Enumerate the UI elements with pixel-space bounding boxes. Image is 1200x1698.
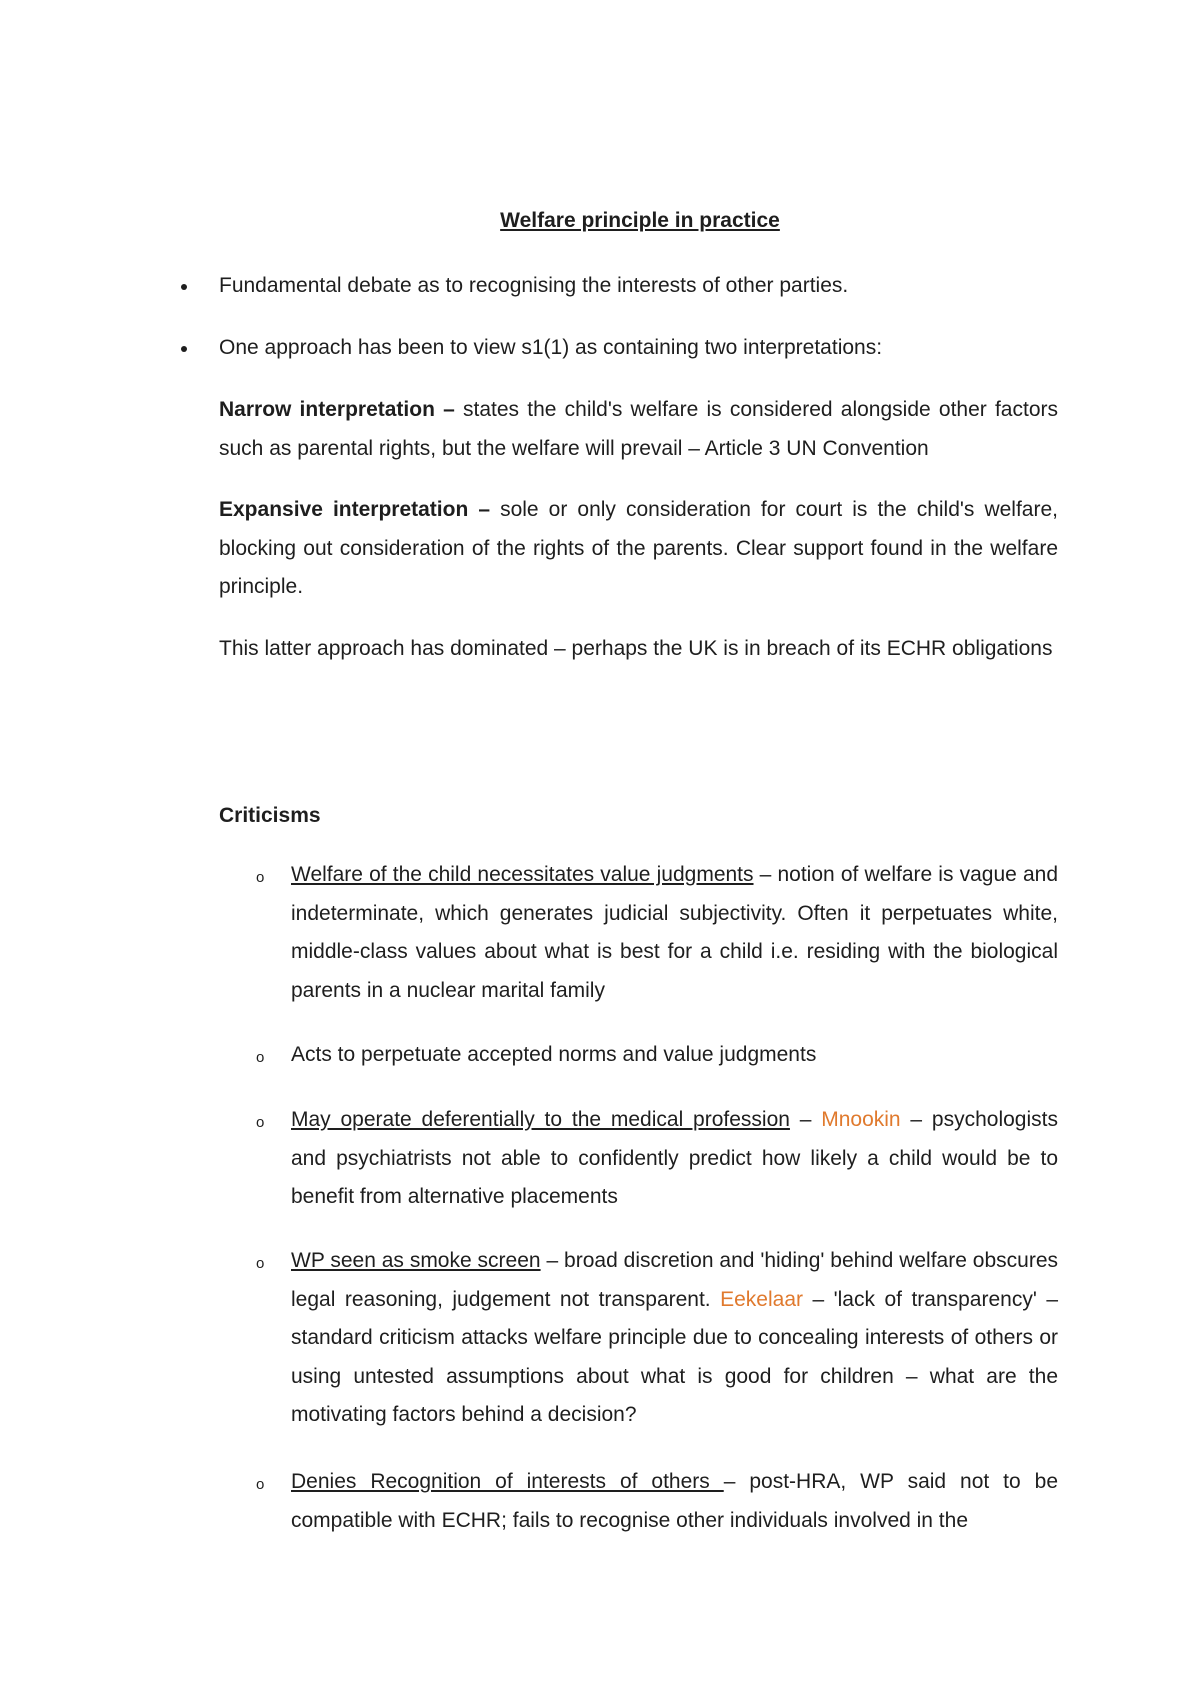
criticism-text: – 'lack of transparency' – standard criticism attacks welfare principle due to concealing interests of others or using untested assumptions about what is good for children – what are the motivating factors behind a decision?	[291, 1287, 1058, 1426]
criticism-item	[291, 1101, 1058, 1217]
sub-bullet-marker: o	[256, 1255, 265, 1272]
criticism-item	[291, 1463, 1058, 1540]
bullet-dot-icon	[181, 284, 187, 290]
bullet-dot-icon	[181, 346, 187, 352]
criticism-item	[291, 1242, 1058, 1435]
criticisms-heading: Criticisms	[219, 804, 321, 827]
criticism-item	[291, 1036, 1058, 1075]
expansive-interpretation-label: Expansive interpretation –	[219, 498, 491, 521]
narrow-interpretation-paragraph	[219, 391, 1058, 468]
criticism-heading-underlined: May operate deferentially to the medical profession	[291, 1108, 790, 1131]
document-title: Welfare principle in practice	[500, 209, 780, 232]
criticism-heading-underlined: Denies Recognition of interests of others	[291, 1470, 724, 1493]
criticism-text: – psychologists and psychiatrists not able to confidently predict how likely a child would be to benefit from alternative placements	[291, 1108, 1058, 1208]
criticism-heading-underlined: WP seen as smoke screen	[291, 1249, 541, 1272]
sub-bullet-marker: o	[256, 1049, 265, 1066]
latter-approach-paragraph: This latter approach has dominated – perhaps the UK is in breach of its ECHR obligations	[219, 637, 1053, 660]
expansive-interpretation-text: sole or only consideration for court is the child's welfare, blocking out consideration of the rights of the parents. Clear support found in the welfare principle.	[219, 498, 1058, 598]
sub-bullet-marker: o	[256, 1114, 265, 1131]
criticism-text: – notion of welfare is vague and indeterminate, which generates judicial subjectivity. Often it perpetuates white, middle-class values about what is best for a child i.e. residing with the biological parents in a nuclear marital family	[291, 863, 1058, 1002]
criticism-heading-underlined: Welfare of the child necessitates value judgments	[291, 863, 754, 886]
criticism-text: – broad discretion and 'hiding' behind welfare obscures legal reasoning, judgement not transparent.	[291, 1249, 1059, 1311]
bullet-text: One approach has been to view s1(1) as containing two interpretations:	[219, 336, 883, 359]
narrow-interpretation-text: states the child's welfare is considered alongside other factors such as parental rights, but the welfare will prevail – Article 3 UN Convention	[219, 398, 1058, 460]
criticism-item	[291, 856, 1058, 1010]
criticism-text: –	[789, 1108, 822, 1131]
criticism-text: Acts to perpetuate accepted norms and value judgments	[291, 1043, 817, 1066]
bullet-text: Fundamental debate as to recognising the interests of other parties.	[219, 274, 849, 297]
author-reference: Mnookin	[821, 1108, 901, 1131]
sub-bullet-marker: o	[256, 1476, 265, 1493]
sub-bullet-marker: o	[256, 869, 265, 886]
narrow-interpretation-label: Narrow interpretation –	[219, 398, 455, 421]
criticism-text: – post-HRA, WP said not to be compatible with ECHR; fails to recognise other individuals involved in the	[291, 1470, 1058, 1532]
expansive-interpretation-paragraph	[219, 491, 1058, 607]
author-reference: Eekelaar	[720, 1287, 804, 1311]
